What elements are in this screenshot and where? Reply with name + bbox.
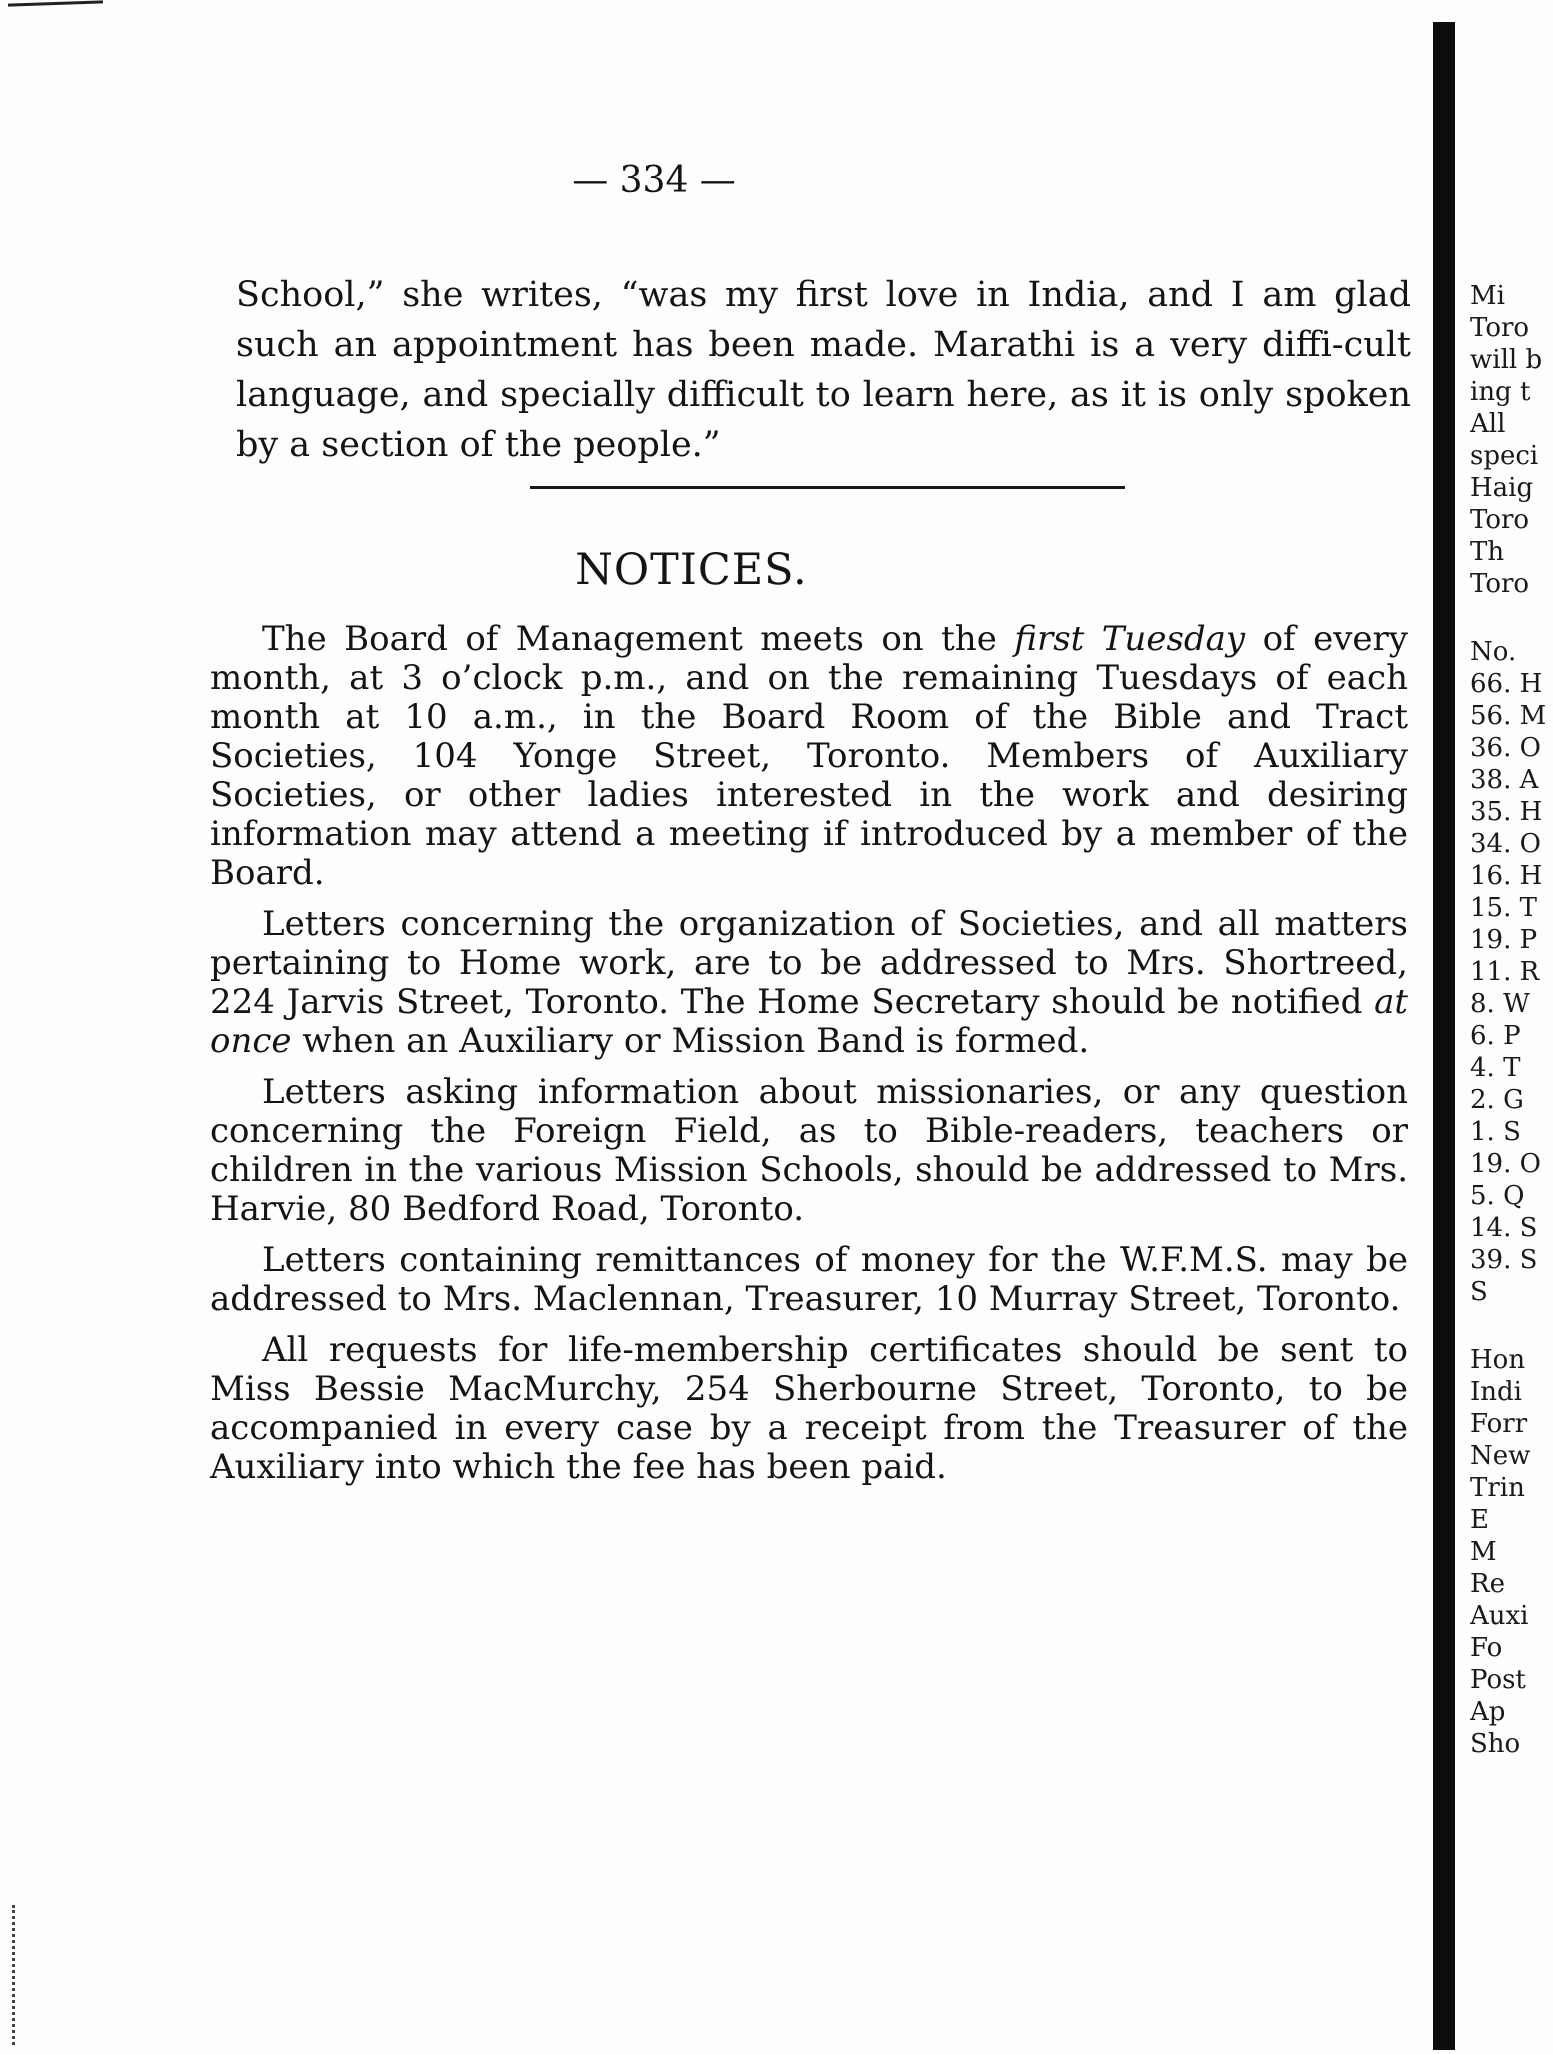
- margin-fragment: Toro: [1470, 569, 1530, 599]
- margin-fragment: 36. O: [1470, 733, 1541, 763]
- page-number: — 334 —: [572, 160, 736, 201]
- margin-fragment: Th: [1470, 537, 1505, 567]
- margin-fragment: Ap: [1470, 1697, 1506, 1727]
- margin-fragment: 4. T: [1470, 1053, 1521, 1083]
- notice-paragraph: Letters asking information about missionaries, or any question concerning the Foreign Field, as to Bible-readers, teachers or children in the various Mission Schools, should be addressed to Mrs. Harvie, 80 Bedford Road, Toronto.: [210, 1072, 1408, 1229]
- margin-fragment: All: [1470, 409, 1506, 439]
- intro-paragraph: School,” she writes, “was my first love in India, and I am glad such an appointment has been made. Marathi is a very diffi-cult language, and specially difficult to learn here, as it is only spoken by a section of the people.”: [236, 275, 1411, 465]
- margin-fragment: 38. A: [1470, 765, 1539, 795]
- margin-fragment: Hon: [1470, 1345, 1526, 1375]
- notices-body: [210, 620, 1408, 1499]
- margin-fragment: 39. S: [1470, 1245, 1538, 1275]
- margin-fragment: 66. H: [1470, 669, 1543, 699]
- margin-fragment: 1. S: [1470, 1117, 1521, 1147]
- margin-fragment: Auxi: [1470, 1601, 1529, 1631]
- margin-fragment: S: [1470, 1277, 1488, 1307]
- margin-fragment: M: [1470, 1537, 1497, 1567]
- margin-fragment: ing t: [1470, 377, 1531, 407]
- margin-fragment: Post: [1470, 1665, 1526, 1695]
- margin-fragment: New: [1470, 1441, 1531, 1471]
- margin-fragment: 56. M: [1470, 701, 1547, 731]
- binding-edge: [1433, 22, 1455, 2050]
- margin-fragment: Sho: [1470, 1729, 1521, 1759]
- margin-fragment: Indi: [1470, 1377, 1522, 1407]
- margin-fragment: 19. O: [1470, 1149, 1541, 1179]
- margin-fragment: 34. O: [1470, 829, 1541, 859]
- margin-fragment: Toro: [1470, 313, 1530, 343]
- adjacent-page-fragments: [1470, 280, 1553, 1760]
- margin-fragment: 14. S: [1470, 1213, 1538, 1243]
- scan-artifact-dots: [12, 1905, 19, 2045]
- notice-paragraph: All requests for life-membership certificates should be sent to Miss Bessie MacMurchy, 254 Sherbourne Street, Toronto, to be accompanied in every case by a receipt from the Treasurer of the Auxiliary into which the fee has been paid.: [210, 1330, 1408, 1487]
- margin-fragment: 2. G: [1470, 1085, 1524, 1115]
- margin-fragment: Re: [1470, 1569, 1505, 1599]
- margin-fragment: 11. R: [1470, 957, 1540, 987]
- margin-fragment: E: [1470, 1505, 1489, 1535]
- margin-fragment: 16. H: [1470, 861, 1543, 891]
- margin-fragment: Fo: [1470, 1633, 1503, 1663]
- scan-artifact-mark: [8, 0, 103, 6]
- margin-fragment: Haig: [1470, 473, 1534, 503]
- margin-fragment: 15. T: [1470, 893, 1537, 923]
- notice-paragraph: Letters concerning the organization of Societies, and all matters pertaining to Home work, are to be addressed to Mrs. Shortreed, 224 Jarvis Street, Toronto. The Home Secretary should be notified at once when an Auxiliary or Mission Band is formed.: [210, 904, 1408, 1061]
- margin-fragment: Mi: [1470, 281, 1505, 311]
- notices-heading: NOTICES.: [575, 545, 808, 595]
- margin-fragment: will b: [1470, 345, 1543, 375]
- notice-paragraph: The Board of Management meets on the first Tuesday of every month, at 3 o’clock p.m., and on the remaining Tuesdays of each month at 10 a.m., in the Board Room of the Bible and Tract Societies, 104 Yonge Street, Toronto. Members of Auxiliary Societies, or other ladies interested in the work and desiring information may attend a meeting if introduced by a member of the Board.: [210, 619, 1408, 893]
- margin-fragment: 6. P: [1470, 1021, 1521, 1051]
- notice-paragraph: Letters containing remittances of money for the W.F.M.S. may be addressed to Mrs. Maclennan, Treasurer, 10 Murray Street, Toronto.: [210, 1240, 1408, 1319]
- margin-fragment: Forr: [1470, 1409, 1528, 1439]
- margin-fragment: 5. Q: [1470, 1181, 1525, 1211]
- notice-emphasis: at once: [210, 982, 1408, 1061]
- section-divider: [530, 486, 1125, 489]
- margin-fragment: speci: [1470, 441, 1539, 471]
- margin-fragment: 8. W: [1470, 989, 1530, 1019]
- margin-fragment: Toro: [1470, 505, 1530, 535]
- margin-fragment: No.: [1470, 637, 1517, 667]
- margin-fragment: 35. H: [1470, 797, 1543, 827]
- margin-fragment: Trin: [1470, 1473, 1525, 1503]
- notice-emphasis: first Tuesday: [1014, 619, 1246, 659]
- margin-fragment: 19. P: [1470, 925, 1538, 955]
